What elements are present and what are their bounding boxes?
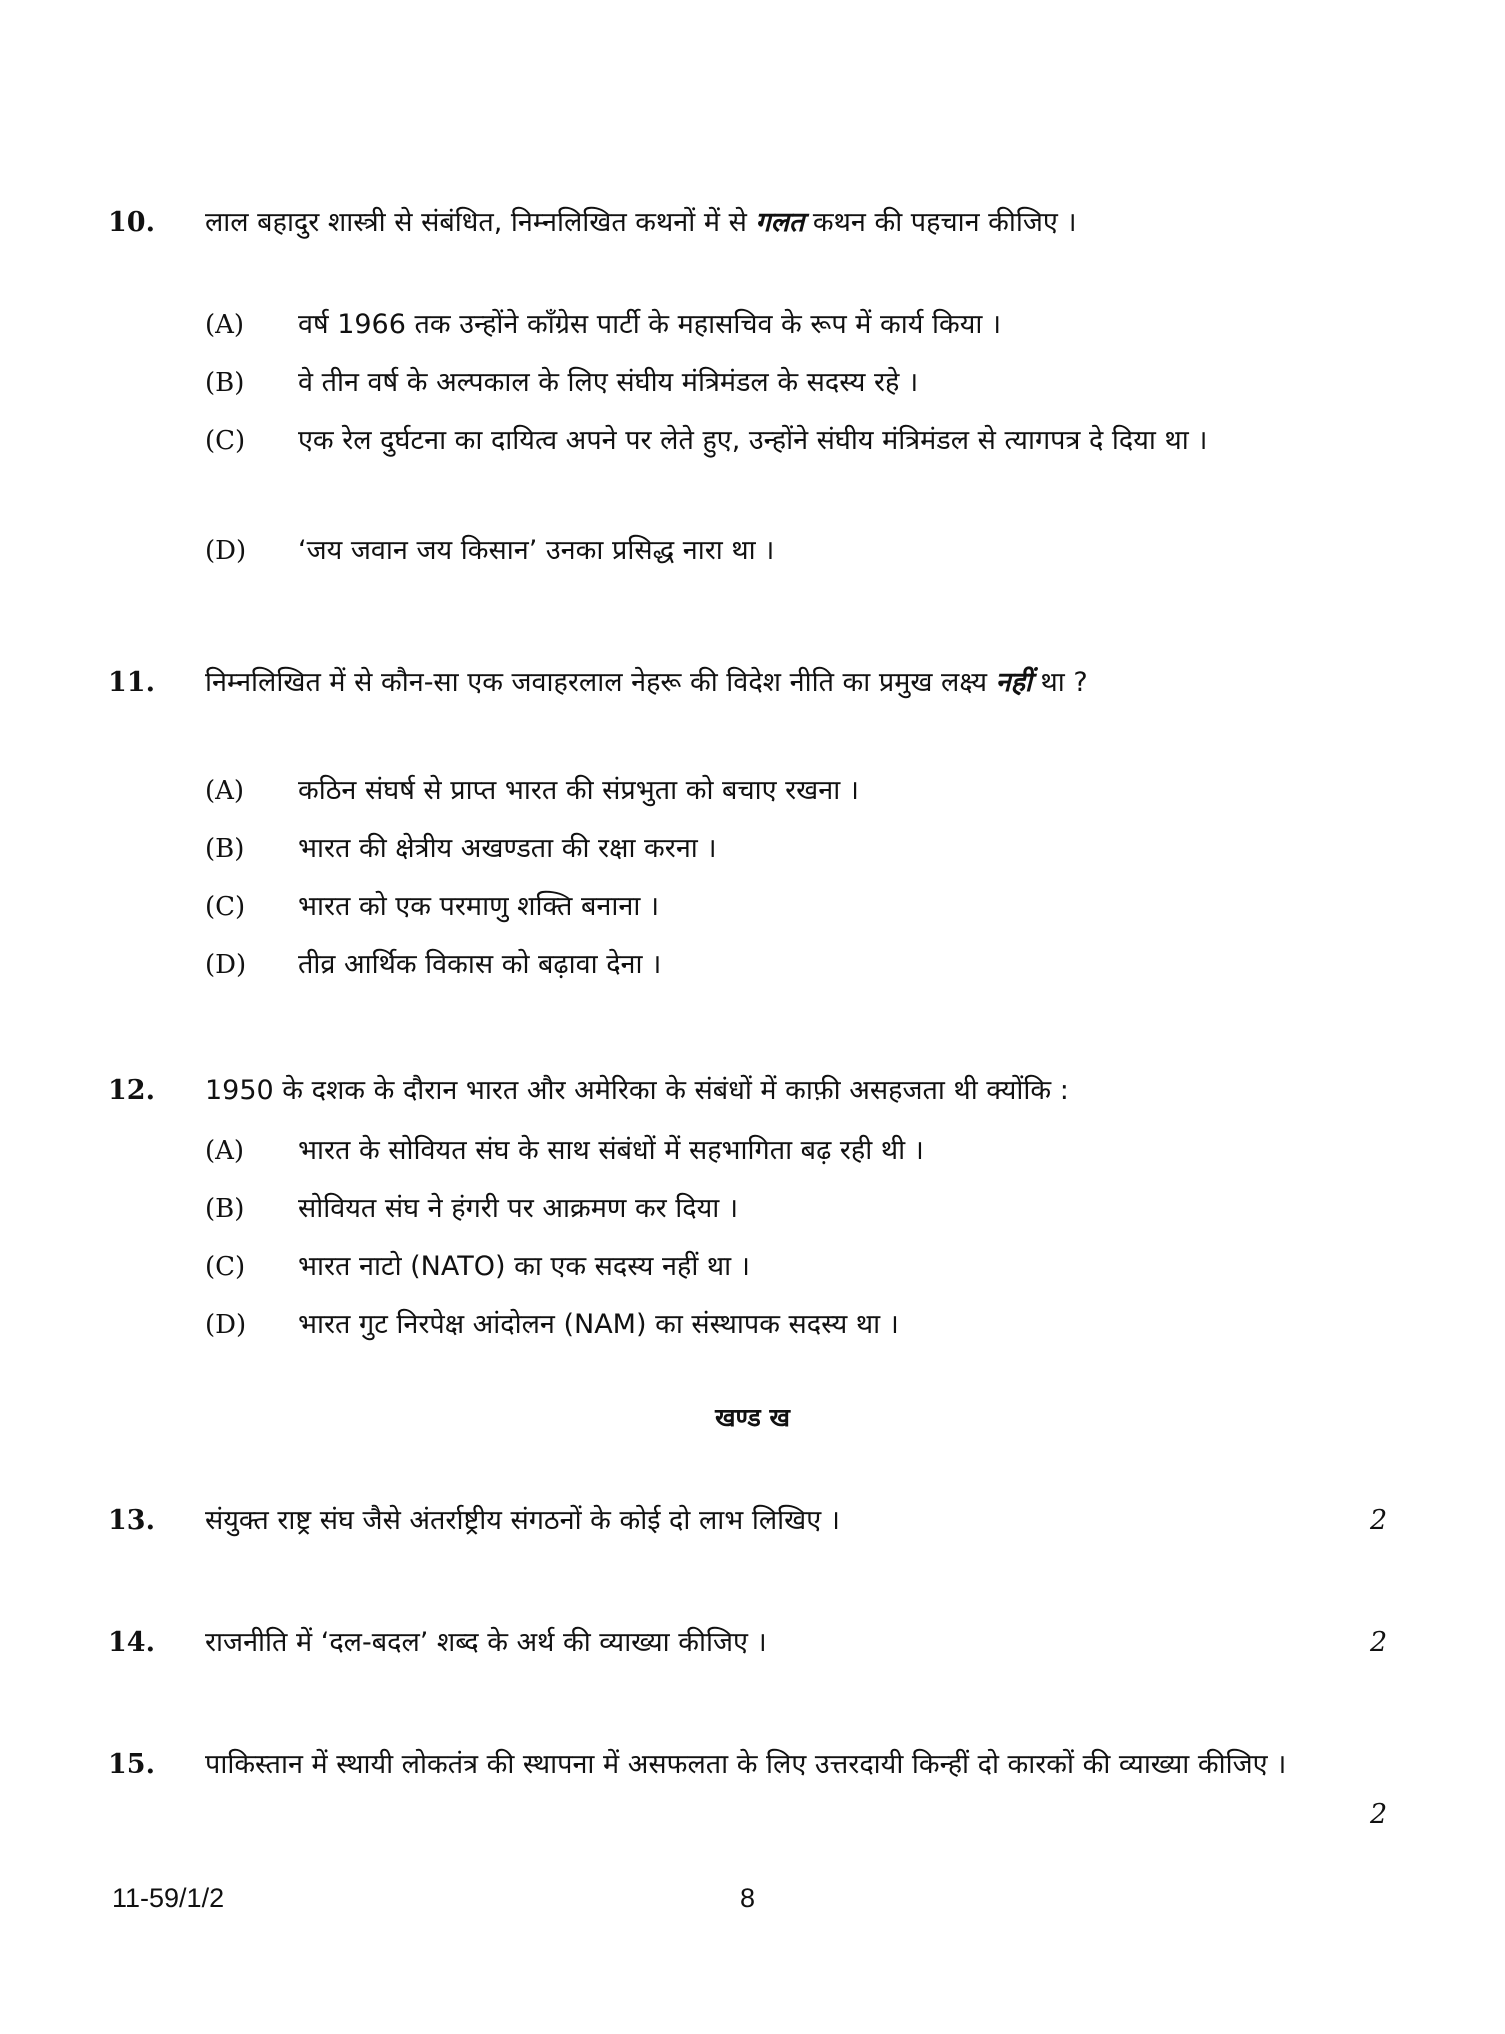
question-text: राजनीति में ‘दल-बदल’ शब्द के अर्थ की व्याख्या कीजिए । (205, 1627, 767, 1658)
question-number: 10. (108, 207, 155, 238)
option-text: भारत गुट निरपेक्ष आंदोलन (NAM) का संस्थापक सदस्य था । (298, 1309, 899, 1340)
question-number: 11. (108, 667, 155, 698)
question-text: पाकिस्तान में स्थायी लोकतंत्र की स्थापना में असफलता के लिए उत्तरदायी किन्हीं दो कारकों की व्याख्या कीजिए । (205, 1749, 1287, 1780)
question-number: 15. (108, 1749, 155, 1780)
option-text: भारत के सोवियत संघ के साथ संबंधों में सहभागिता बढ़ रही थी । (298, 1135, 924, 1166)
option-text: सोवियत संघ ने हंगरी पर आक्रमण कर दिया । (298, 1193, 739, 1224)
question-emphasis: नहीं (995, 667, 1032, 698)
marks: 2 (1370, 1799, 1388, 1830)
option-text: वर्ष 1966 तक उन्होंने कॉंग्रेस पार्टी के महासचिव के रूप में कार्य किया । (298, 309, 1002, 340)
question-emphasis: गलत (755, 207, 805, 238)
option-label: (B) (205, 368, 245, 398)
marks: 2 (1370, 1627, 1388, 1658)
option-text: भारत को एक परमाणु शक्ति बनाना । (298, 891, 660, 922)
option-text: वे तीन वर्ष के अल्पकाल के लिए संघीय मंत्रिमंडल के सदस्य रहे । (298, 367, 919, 398)
option-label: (A) (205, 1136, 245, 1166)
question-text-part: था ? (1031, 667, 1088, 698)
question-number: 14. (108, 1627, 155, 1658)
option-label: (A) (205, 776, 245, 806)
question-text (205, 200, 1320, 246)
question-number: 12. (108, 1075, 155, 1106)
question-text-part: लाल बहादुर शास्त्री से संबंधित, निम्नलिखित कथनों में से (205, 207, 756, 238)
option-label: (D) (205, 1310, 247, 1340)
option-label: (D) (205, 536, 247, 566)
option-label: (D) (205, 950, 247, 980)
option-label: (C) (205, 892, 246, 922)
page-number: 8 (740, 1883, 756, 1913)
option-label: (B) (205, 1194, 245, 1224)
question-text: 1950 के दशक के दौरान भारत और अमेरिका के संबंधों में काफ़ी असहजता थी क्योंकि : (205, 1075, 1069, 1106)
option-text: तीव्र आर्थिक विकास को बढ़ावा देना । (298, 949, 662, 980)
option-text: भारत की क्षेत्रीय अखण्डता की रक्षा करना । (298, 833, 717, 864)
question-text: संयुक्त राष्ट्र संघ जैसे अंतर्राष्ट्रीय संगठनों के कोई दो लाभ लिखिए । (205, 1505, 840, 1536)
option-text: कठिन संघर्ष से प्राप्त भारत की संप्रभुता को बचाए रखना । (298, 775, 860, 806)
marks: 2 (1370, 1505, 1388, 1536)
question-number: 13. (108, 1505, 155, 1536)
paper-code: 11-59/1/2 (112, 1883, 225, 1913)
option-label: (C) (205, 1252, 246, 1282)
section-heading: खण्ड ख (715, 1403, 790, 1432)
option-label: (B) (205, 834, 245, 864)
option-text: भारत नाटो (NATO) का एक सदस्य नहीं था । (298, 1251, 750, 1282)
question-text-part: कथन की पहचान कीजिए । (804, 207, 1077, 238)
option-label: (A) (205, 310, 245, 340)
option-label: (C) (205, 426, 246, 456)
option-text: ‘जय जवान जय किसान’ उनका प्रसिद्ध नारा था । (298, 535, 775, 566)
question-text (205, 660, 1320, 706)
option-text: एक रेल दुर्घटना का दायित्व अपने पर लेते हुए, उन्होंने संघीय मंत्रिमंडल से त्यागपत्र दे दिया था । (298, 425, 1208, 456)
question-text-part: निम्नलिखित में से कौन-सा एक जवाहरलाल नेहरू की विदेश नीति का प्रमुख लक्ष्य (205, 667, 996, 698)
